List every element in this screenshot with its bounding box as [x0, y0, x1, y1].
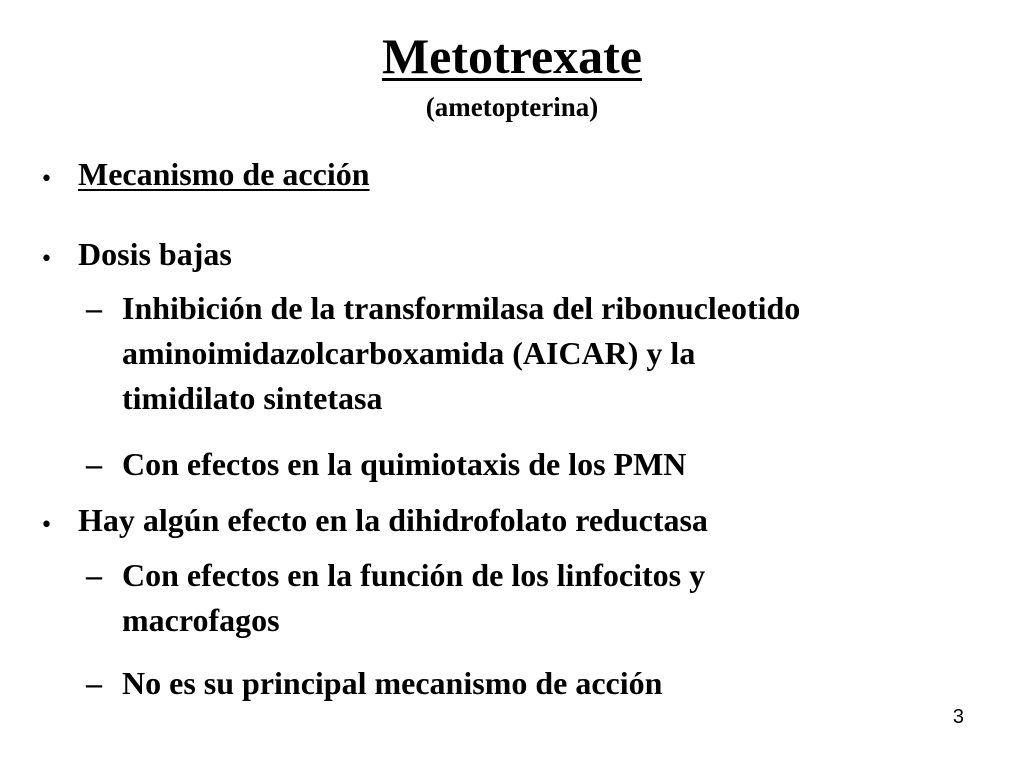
page-number: 3: [952, 706, 964, 728]
bullet-text: Hay algún efecto en la dihidrofolato reductasa: [78, 502, 708, 538]
sub-bullet-text: [122, 553, 992, 643]
sub-bullet-line: Inhibición de la transformilasa del ribonucleotido: [122, 290, 801, 326]
sub-bullet-line: No es su principal mecanismo de acción: [122, 665, 663, 701]
dash-marker: –: [86, 665, 102, 701]
sub-bullet-text: [122, 442, 992, 487]
sub-bullet-line: aminoimidazolcarboxamida (AICAR) y la: [122, 335, 696, 371]
slide-title: Metotrexate: [381, 28, 642, 84]
bullet-text: Dosis bajas: [78, 236, 232, 272]
sub-bullet-line: timidilato sintetasa: [122, 380, 383, 416]
sub-bullet-line: Con efectos en la función de los linfocitos y: [122, 557, 706, 593]
slide-subtitle: (ametopterina): [425, 92, 599, 122]
sub-bullet-line: macrofagos: [122, 602, 280, 638]
dash-marker: –: [86, 446, 102, 482]
sub-bullet-text: [122, 661, 992, 706]
bullet-text: Mecanismo de acción: [78, 156, 370, 192]
bullet-marker: •: [40, 167, 53, 192]
bullet-marker: •: [40, 513, 53, 538]
dash-marker: –: [86, 290, 102, 326]
bullet-marker: •: [40, 247, 53, 272]
dash-marker: –: [86, 557, 102, 593]
sub-bullet-line: Con efectos en la quimiotaxis de los PMN: [122, 446, 687, 482]
sub-bullet-text: [122, 286, 992, 421]
